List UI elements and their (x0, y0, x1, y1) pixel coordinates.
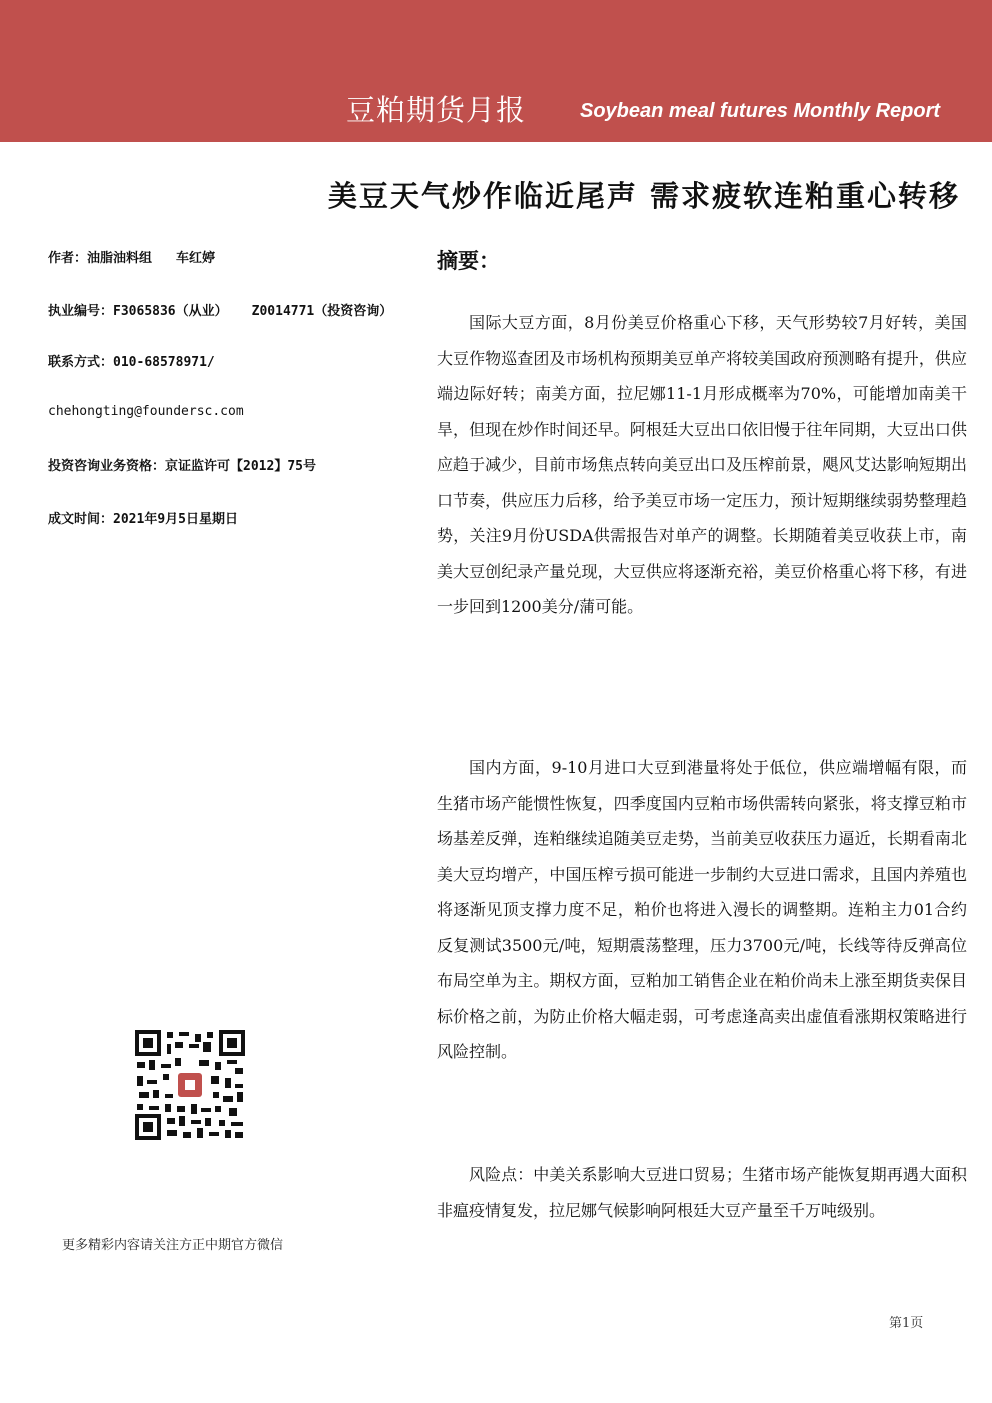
contact-phone: 010-68578971/ (113, 355, 215, 370)
license-number-2: Z0014771（投资咨询） (251, 304, 393, 319)
license-number-1: F3065836（从业） (113, 304, 228, 319)
abstract-heading: 摘要： (437, 249, 500, 273)
author-group: 油脂油料组 (87, 251, 153, 266)
license-label: 执业编号： (48, 304, 114, 319)
qr-caption: 更多精彩内容请关注方正中期官方微信 (62, 1238, 284, 1253)
date-value: 2021年9月5日星期日 (113, 512, 238, 527)
abstract-paragraph-domestic: 国内方面，9-10月进口大豆到港量将处于低位，供应端增幅有限，而生猪市场产能惯性恢复，四季度国内豆粕市场供需转向紧张，将支撑豆粕市场基差反弹，连粕继续追随美豆走势，当前美豆收获压力逼近，长期看南北美大豆均增产，中国压榨亏损可能进一步制约大豆进口需求，且国内养殖也将逐渐见顶支撑力度不足，粕价也将进入漫长的调整期。连粕主力01合约反复测试3500元/吨，短期震荡整理，压力3700元/吨，长线等待反弹高位布局空单为主。期权方面，豆粕加工销售企业在粕价尚未上涨至期货卖保目标价格之前，为防止价格大幅走弱，可考虑逢高卖出虚值看涨期权策略进行风险控制。 (437, 758, 967, 1061)
qualification-value: 京证监许可【2012】75号 (165, 459, 316, 474)
report-title-en: Soybean meal futures Monthly Report (580, 100, 941, 122)
date-label: 成文时间： (48, 512, 114, 527)
qualification-label: 投资咨询业务资格： (48, 459, 166, 474)
report-title-cn: 豆粕期货月报 (346, 93, 527, 127)
page-number: 第1页 (889, 1316, 924, 1331)
abstract-paragraph-risk: 风险点：中美关系影响大豆进口贸易；生猪市场产能恢复期再遇大面积非瘟疫情复发，拉尼娜气候影响阿根廷大豆产量至千万吨级别。 (437, 1165, 967, 1220)
author-label: 作者： (48, 251, 88, 266)
license-line (48, 300, 392, 319)
qr-code-graphic (135, 1030, 245, 1140)
contact-label: 联系方式： (48, 355, 114, 370)
contact-line (48, 351, 215, 370)
date-line (48, 508, 238, 527)
qualification-line (48, 455, 316, 474)
qr-code-icon[interactable] (135, 1030, 245, 1140)
author-name: 车红婷 (176, 251, 216, 266)
headline: 美豆天气炒作临近尾声 需求疲软连粕重心转移 (327, 179, 960, 213)
header-banner (0, 0, 992, 142)
abstract-paragraph-international: 国际大豆方面，8月份美豆价格重心下移，天气形势较7月好转，美国大豆作物巡查团及市场机构预期美豆单产将较美国政府预测略有提升，供应端边际好转；南美方面，拉尼娜11-1月形成概率为70%，可能增加南美干旱，但现在炒作时间还早。阿根廷大豆出口依旧慢于往年同期，大豆出口供应趋于减少，目前市场焦点转向美豆出口及压榨前景，飓风艾达影响短期出口节奏，供应压力后移，给予美豆市场一定压力，预计短期继续弱势整理趋势，关注9月份USDA供需报告对单产的调整。长期随着美豆收获上市，南美大豆创纪录产量兑现，大豆供应将逐渐充裕，美豆价格重心将下移，有进一步回到1200美分/蒲可能。 (437, 313, 967, 616)
email-link[interactable]: chehongting@foundersc.com (48, 404, 244, 419)
author-line (48, 247, 215, 266)
